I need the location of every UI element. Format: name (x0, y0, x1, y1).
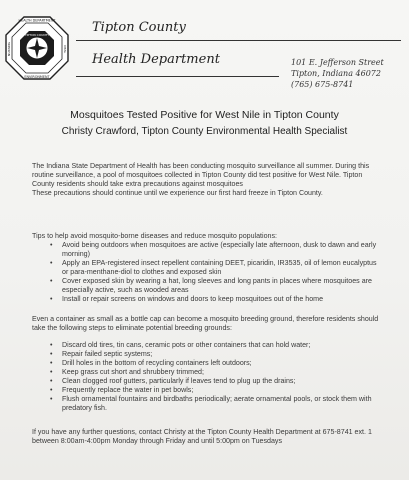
letterhead-rule-bottom (76, 76, 279, 77)
intro-section (32, 162, 382, 198)
intro-paragraph: The Indiana State Department of Health has been conducting mosquito surveillance all summer. During this routine surveillance, a pool of mosquitoes collected in Tipton County did test positive for West Nile. Tipton County residents should take extra precautions against mosquitoes (32, 162, 370, 188)
document-subtitle: Christy Crawford, Tipton County Environmental Health Specialist (61, 126, 348, 137)
list-item: • Install or repair screens on windows and doors to keep mosquitoes out of the home (32, 295, 382, 304)
svg-text:HEALTH DEPARTMENT: HEALTH DEPARTMENT (18, 18, 56, 23)
address-street: 101 E. Jefferson Street (291, 58, 384, 67)
tips-section (32, 232, 382, 304)
address-city: Tipton, Indiana 46072 (291, 69, 381, 78)
list-item: • Clean clogged roof gutters, particularly if leaves tend to plug up the drains; (32, 377, 382, 386)
address-phone: (765) 675-8741 (291, 80, 354, 89)
department-name: Health Department (92, 52, 220, 67)
svg-text:VITAL: VITAL (63, 44, 67, 54)
svg-text:ENVIRONMENT: ENVIRONMENT (24, 75, 50, 79)
intro-paragraph-2: These precautions should continue until we experience our first hard freeze in Tipton County. (32, 189, 323, 197)
tips-lead: Tips to help avoid mosquito-borne diseases and reduce mosquito populations: (32, 232, 278, 240)
svg-text:NURSING: NURSING (7, 42, 11, 56)
list-item: • Avoid being outdoors when mosquitoes are active (especially late afternoon, dusk to dawn and early morning) (32, 241, 382, 259)
list-item: • Repair failed septic systems; (32, 350, 382, 359)
closing-section (32, 428, 382, 446)
tips-list (32, 241, 382, 304)
breeding-section (32, 315, 382, 413)
list-item: • Cover exposed skin by wearing a hat, long sleeves and long pants in places where mosquitoes are especially active, such as wooded areas (32, 277, 382, 295)
list-item: • Drill holes in the bottom of recycling containers left outdoors; (32, 359, 382, 368)
list-item: • Apply an EPA-registered insect repellent containing DEET, picaridin, IR3535, oil of lemon eucalyptus or para-menthane-diol to clothes and exposed skin (32, 259, 382, 277)
list-item: • Frequently replace the water in pet bowls; (32, 386, 382, 395)
breeding-lead: Even a container as small as a bottle cap can become a mosquito breeding ground, therefore residents should take the following steps to eliminate potential breeding grounds: (32, 315, 379, 332)
letterhead-rule-top (76, 40, 401, 41)
letterhead-address (291, 57, 391, 90)
breeding-list (32, 341, 382, 413)
health-department-seal (5, 16, 69, 80)
organization-name: Tipton County (92, 20, 186, 35)
closing-paragraph: If you have any further questions, contact Christy at the Tipton County Health Department at 675-8741 ext. 1 between 8:00am-4:00pm Monday through Friday and until 5:00pm on Tuesdays (32, 428, 372, 445)
list-item: • Keep grass cut short and shrubbery trimmed; (32, 368, 382, 377)
document-title: Mosquitoes Tested Positive for West Nile in Tipton County (70, 109, 339, 121)
svg-text:TIPTON COUNTY: TIPTON COUNTY (24, 33, 50, 37)
list-item: • Flush ornamental fountains and birdbaths periodically; aerate ornamental pools, or stock them with predatory fish. (32, 395, 382, 413)
list-item: • Discard old tires, tin cans, ceramic pots or other containers that can hold water; (32, 341, 382, 350)
